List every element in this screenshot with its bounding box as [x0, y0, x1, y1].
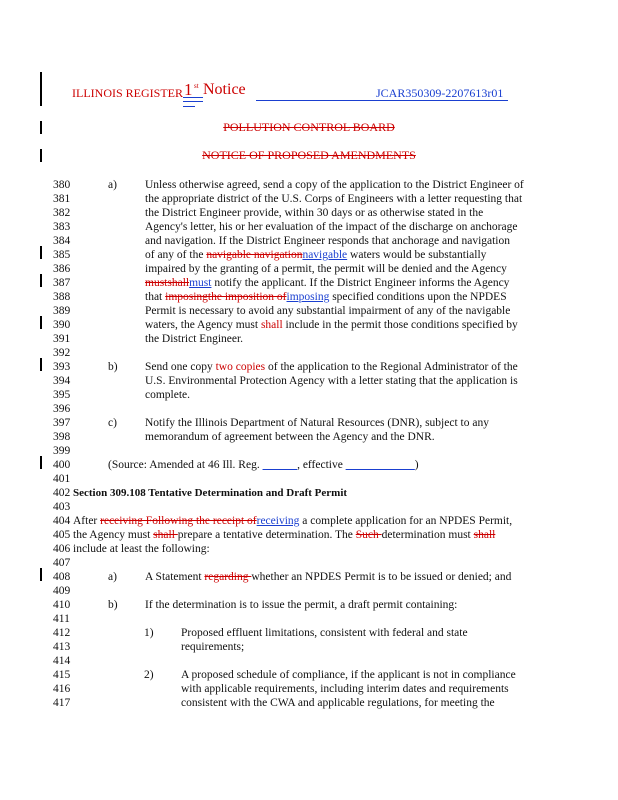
line-number: 386 [53, 263, 71, 275]
text-span: (Source: Amended at 46 Ill. Reg. [108, 459, 263, 471]
revision-bar [40, 316, 42, 329]
line-number: 415 [53, 669, 71, 681]
line-number: 403 [53, 501, 71, 513]
text-line: A proposed schedule of compliance, if the applicant is not in compliance [181, 669, 516, 681]
marked-text: two copies [212, 361, 266, 373]
text-span: ) [414, 459, 419, 471]
line-number: 414 [53, 655, 71, 667]
text-line: include at least the following: [73, 543, 210, 555]
line-number: 407 [53, 557, 71, 569]
line-number: 383 [53, 221, 71, 233]
text-line [73, 514, 512, 528]
text-span: whether an NPDES Permit is to be issued or denied; and [251, 571, 512, 583]
revision-bar [40, 456, 42, 469]
marked-text: shall [260, 319, 283, 331]
revision-bar [40, 568, 42, 581]
text-line: U.S. Environmental Protection Agency with a letter stating that the application is [145, 375, 518, 387]
line-number: 395 [53, 389, 71, 401]
deleted-text: receiving Following the receipt of [100, 515, 257, 527]
text-line [145, 276, 509, 290]
underline-mark [183, 101, 203, 102]
text-line: requirements; [181, 641, 245, 653]
text-line: the District Engineer provide, within 30 days or as otherwise stated in the [145, 207, 484, 219]
item-label: a) [108, 571, 117, 583]
line-number: 380 [53, 179, 71, 191]
text-span: a complete application for an NPDES Permit, [299, 515, 513, 527]
line-number: 417 [53, 697, 71, 709]
text-line: Agency's letter, his or her evaluation of the impact of the discharge on anchorage [145, 221, 518, 233]
blank-field: ____________ [345, 459, 415, 471]
line-number: 402 [53, 487, 71, 499]
item-label: a) [108, 179, 117, 191]
deleted-text: shall [473, 529, 496, 541]
line-number: 416 [53, 683, 71, 695]
text-span: After [73, 515, 101, 527]
text-line [145, 570, 511, 584]
underline-mark [183, 106, 195, 107]
text-span: include in the permit those conditions specified by [282, 319, 518, 331]
line-number: 388 [53, 291, 71, 303]
line-number: 412 [53, 627, 71, 639]
line-number: 382 [53, 207, 71, 219]
deleted-text: imposingthe imposition of [165, 291, 287, 303]
text-span: the Agency must [73, 529, 154, 541]
deleted-text: Such [355, 529, 382, 541]
line-number: 381 [53, 193, 71, 205]
line-number: 390 [53, 319, 71, 331]
line-number: 411 [53, 613, 70, 625]
line-number: 405 [53, 529, 71, 541]
item-label: 2) [144, 669, 154, 681]
line-number: 384 [53, 235, 71, 247]
blank-field: ______ [262, 459, 298, 471]
underline-mark [183, 97, 203, 98]
line-number: 385 [53, 249, 71, 261]
line-number: 398 [53, 431, 71, 443]
text-span: waters, the Agency must [145, 319, 261, 331]
line-number: 397 [53, 417, 71, 429]
header-first: 1 [184, 80, 193, 99]
document-code: JCAR350309-2207613r01 [376, 86, 504, 100]
source-note [108, 458, 419, 472]
text-line: with applicable requirements, including interim dates and requirements [181, 683, 509, 695]
line-number: 406 [53, 543, 71, 555]
text-span: determination must [381, 529, 474, 541]
text-line: If the determination is to issue the permit, a draft permit containing: [145, 599, 458, 611]
revision-bar [40, 246, 42, 259]
deleted-text: navigable navigation [206, 249, 303, 261]
text-line: Unless otherwise agreed, send a copy of the application to the District Engineer of [145, 179, 524, 191]
line-number: 401 [53, 473, 71, 485]
revision-bar [40, 72, 42, 106]
header-notice: Notice [203, 81, 246, 98]
text-line [145, 360, 518, 374]
section-heading: Section 309.108 Tentative Determination and Draft Permit [73, 487, 348, 499]
line-number: 410 [53, 599, 71, 611]
line-number: 387 [53, 277, 71, 289]
text-span: specified conditions upon the NPDES [329, 291, 507, 303]
text-span: Send one copy [145, 361, 213, 373]
item-label: 1) [144, 627, 154, 639]
line-number: 393 [53, 361, 71, 373]
text-line [145, 318, 518, 332]
text-line: Proposed effluent limitations, consistent with federal and state [181, 627, 468, 639]
text-span: A Statement [145, 571, 205, 583]
item-label: b) [108, 361, 118, 373]
text-line [145, 248, 486, 262]
inserted-text: imposing [286, 291, 330, 303]
revision-bar [40, 358, 42, 371]
line-number: 400 [53, 459, 71, 471]
text-line: memorandum of agreement between the Agency and the DNR. [145, 431, 435, 443]
register-title: ILLINOIS REGISTER [72, 86, 183, 100]
text-span: of the application to the Regional Administrator of the [265, 361, 518, 373]
text-line: and navigation. If the District Engineer responds that anchorage and navigation [145, 235, 511, 247]
text-span: notify the applicant. If the District Engineer informs the Agency [211, 277, 510, 289]
inserted-text: must [189, 277, 212, 289]
text-line [73, 528, 495, 542]
text-line: the District Engineer. [145, 333, 244, 345]
text-line: Permit is necessary to avoid any substantial impairment of any of the navigable [145, 305, 511, 317]
item-label: b) [108, 599, 118, 611]
line-number: 394 [53, 375, 71, 387]
deleted-text: shall [153, 529, 178, 541]
line-number: 409 [53, 585, 71, 597]
line-number: 404 [53, 515, 71, 527]
text-line: the appropriate district of the U.S. Corps of Engineers with a letter requesting that [145, 193, 523, 205]
deleted-text: regarding [204, 571, 252, 583]
text-line: consistent with the CWA and applicable regulations, for meeting the [181, 697, 495, 709]
text-line: complete. [145, 389, 191, 401]
text-span: that [145, 291, 166, 303]
line-number: 396 [53, 403, 71, 415]
text-span: , effective [297, 459, 346, 471]
inserted-text: navigable [302, 249, 348, 261]
inserted-text: receiving [256, 515, 300, 527]
text-line: impaired by the granting of a permit, the permit will be denied and the Agency [145, 263, 507, 275]
line-number: 391 [53, 333, 71, 345]
text-span: waters would be substantially [347, 249, 487, 261]
line-number: 408 [53, 571, 71, 583]
item-label: c) [108, 417, 117, 429]
board-title: POLLUTION CONTROL BOARD [223, 120, 395, 134]
text-span: of any of the [145, 249, 207, 261]
revision-bar [40, 274, 42, 287]
header-st: st [194, 82, 199, 90]
text-line [145, 290, 507, 304]
line-number: 413 [53, 641, 71, 653]
notice-title: NOTICE OF PROPOSED AMENDMENTS [202, 148, 416, 162]
deleted-text: mustshall [145, 277, 190, 289]
line-number: 392 [53, 347, 71, 359]
text-span: prepare a tentative determination. The [177, 529, 356, 541]
text-line: Notify the Illinois Department of Natural Resources (DNR), subject to any [145, 417, 489, 429]
line-number: 399 [53, 445, 71, 457]
line-number: 389 [53, 305, 71, 317]
